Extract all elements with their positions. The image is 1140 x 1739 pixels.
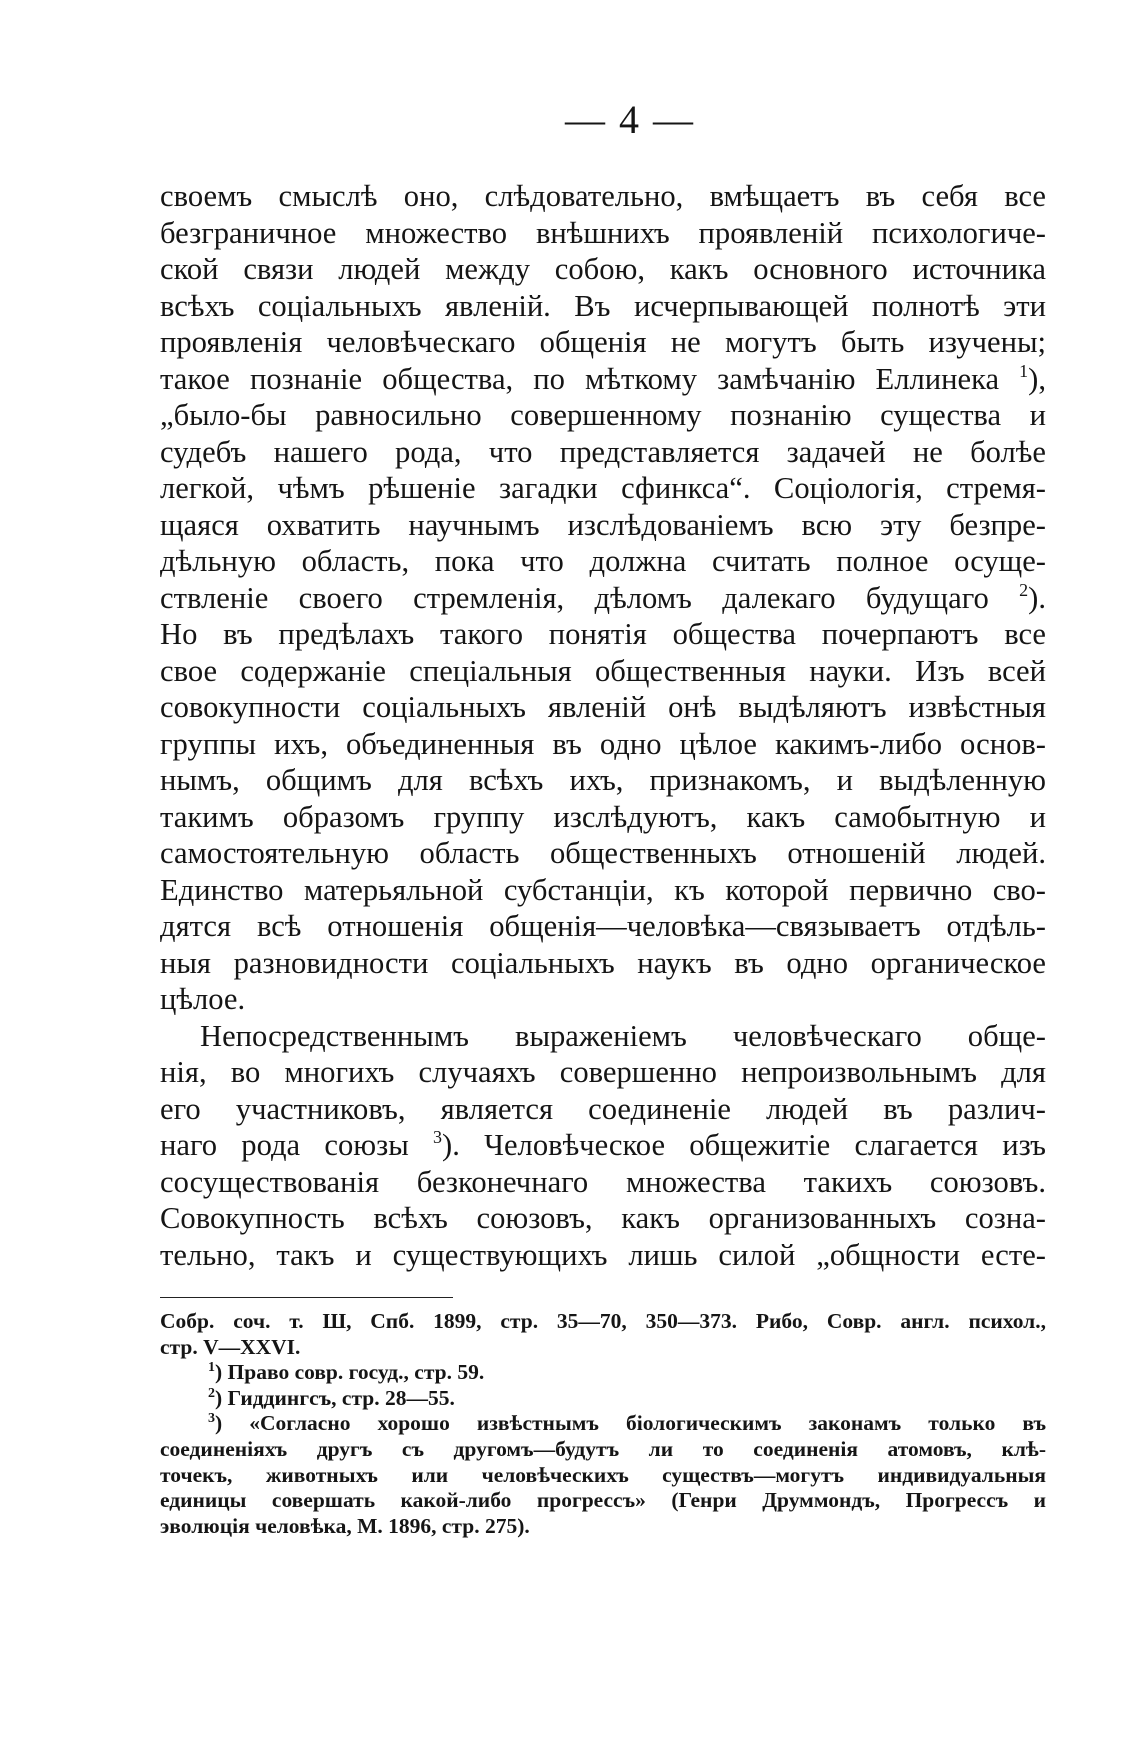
footnote-2 <box>160 1386 1046 1412</box>
text-line: сосуществованія безконечнаго множества такихъ союзовъ. <box>160 1164 1046 1199</box>
text-line: тельно, такъ и существующихъ лишь силой „общности есте- <box>160 1237 1046 1272</box>
text-line: „было-бы равносильно совершенному познанію существа и <box>160 398 1046 432</box>
text-line: дятся всѣ отношенія общенія—человѣка—связываетъ отдѣль- <box>160 909 1046 943</box>
page-number: — 4 — <box>565 97 695 142</box>
text-line: такимъ образомъ группу изслѣдуютъ, какъ самобытную и <box>160 799 1046 834</box>
footnote-mark: 2 <box>208 1385 215 1401</box>
text-line: щаяся охватить научнымъ изслѣдованіемъ всю эту безпре- <box>160 507 1046 542</box>
footnote-continuation-line: стр. V—XXVI. <box>160 1334 301 1359</box>
footnote-mark: 3 <box>208 1411 215 1427</box>
footnote-text: «Согласно хорошо извѣстнымъ біологическимъ законамъ только въ <box>249 1411 1047 1436</box>
text-line: цѣлое. <box>160 982 246 1016</box>
text-line: безграничное множество внѣшнихъ проявленій психологиче- <box>160 215 1046 250</box>
footnote-continuation-line: Собр. соч. т. Ш, Спб. 1899, стр. 35—70, 350—373. Рибо, Совр. англ. психол., <box>160 1309 1046 1333</box>
footnote-text: Гиддингсъ, стр. 28—55. <box>227 1385 455 1410</box>
footnote-3 <box>160 1411 1046 1437</box>
text-line: Единство матерьяльной субстанціи, къ которой первично сво- <box>160 872 1046 907</box>
footnote-ref-1: 1 <box>1019 360 1029 381</box>
text-fragment: Человѣческое общежитіе слагается изъ <box>484 1128 1046 1162</box>
footnote-line: соединеніяхъ другъ съ другомъ—будутъ ли то соединенія атомовъ, клѣ- <box>160 1436 1046 1461</box>
footnote-line: точекъ, животныхъ или человѣческихъ существъ—могутъ индивидуальныя <box>160 1462 1046 1487</box>
footnote-ref-close: ), <box>1028 361 1046 396</box>
footnote-ref-3: 3 <box>433 1127 442 1147</box>
text-line: Но въ предѣлахъ такого понятія общества почерпаютъ все <box>160 617 1046 651</box>
text-line: группы ихъ, объединенныя въ одно цѣлое какимъ-либо основ- <box>160 726 1046 761</box>
footnote-line: единицы совершать какой-либо прогрессъ» (Генри Друммондъ, Прогрессъ и <box>160 1488 1046 1513</box>
text-fragment: ствленіе своего стремленія, дѣломъ далекаго будущаго <box>160 580 989 615</box>
text-line: самостоятельную область общественныхъ отношеній людей. <box>160 836 1046 870</box>
footnotes <box>160 1309 1046 1539</box>
text-line: нымъ, общимъ для всѣхъ ихъ, признакомъ, и выдѣленную <box>160 763 1046 797</box>
footnote-ref-close: ). <box>442 1128 460 1162</box>
text-fragment: такое познаніе общества, по мѣткому замѣчанію Еллинека <box>160 361 1000 396</box>
footnote-mark-close: ) <box>215 1411 223 1436</box>
footnote-mark-close: ) <box>215 1360 223 1385</box>
text-line-with-note <box>160 580 1046 617</box>
footnote-divider <box>160 1297 453 1298</box>
text-line: проявленія человѣческаго общенія не могутъ быть изучены; <box>160 325 1046 359</box>
text-line: ской связи людей между собою, какъ основного источника <box>160 252 1046 286</box>
text-line: судебъ нашего рода, что представляется задачей не болѣе <box>160 434 1046 469</box>
text-line: нія, во многихъ случаяхъ совершенно непроизвольнымъ для <box>160 1055 1046 1089</box>
text-line: ныя разновидности соціальныхъ наукъ въ одно органическое <box>160 945 1046 980</box>
text-line: всѣхъ соціальныхъ явленій. Въ исчерпывающей полнотѣ эти <box>160 288 1046 323</box>
footnote-1 <box>160 1360 1046 1386</box>
text-line: совокупности соціальныхъ явленій онѣ выдѣляютъ извѣстныя <box>160 690 1046 724</box>
text-line-with-note <box>160 361 1046 398</box>
text-line: его участниковъ, является соединеніе людей въ различ- <box>160 1091 1046 1126</box>
paragraph-first-line: Непосредственнымъ выраженіемъ человѣческаго обще- <box>200 1018 1046 1053</box>
main-text <box>160 178 1046 1273</box>
footnote-ref-close: ). <box>1028 580 1046 615</box>
footnote-mark-close: ) <box>215 1385 223 1410</box>
footnote-mark: 1 <box>208 1360 215 1376</box>
text-line: легкой, чѣмъ рѣшеніе загадки сфинкса“. Соціологія, стремя- <box>160 471 1046 505</box>
text-line: свое содержаніе спеціальныя общественныя науки. Изъ всей <box>160 653 1046 688</box>
text-line-with-note <box>160 1127 1046 1164</box>
text-line: Совокупность всѣхъ союзовъ, какъ организованныхъ созна- <box>160 1201 1046 1235</box>
text-fragment: наго рода союзы <box>160 1128 409 1162</box>
footnote-line: эволюція человѣка, М. 1896, стр. 275). <box>160 1513 530 1538</box>
text-line: дѣльную область, пока что должна считать полное осуще- <box>160 544 1046 578</box>
footnote-text: Право совр. госуд., стр. 59. <box>227 1360 485 1385</box>
text-line: своемъ смыслѣ оно, слѣдовательно, вмѣщаетъ въ себя все <box>160 179 1046 213</box>
footnote-ref-2: 2 <box>1019 579 1029 600</box>
